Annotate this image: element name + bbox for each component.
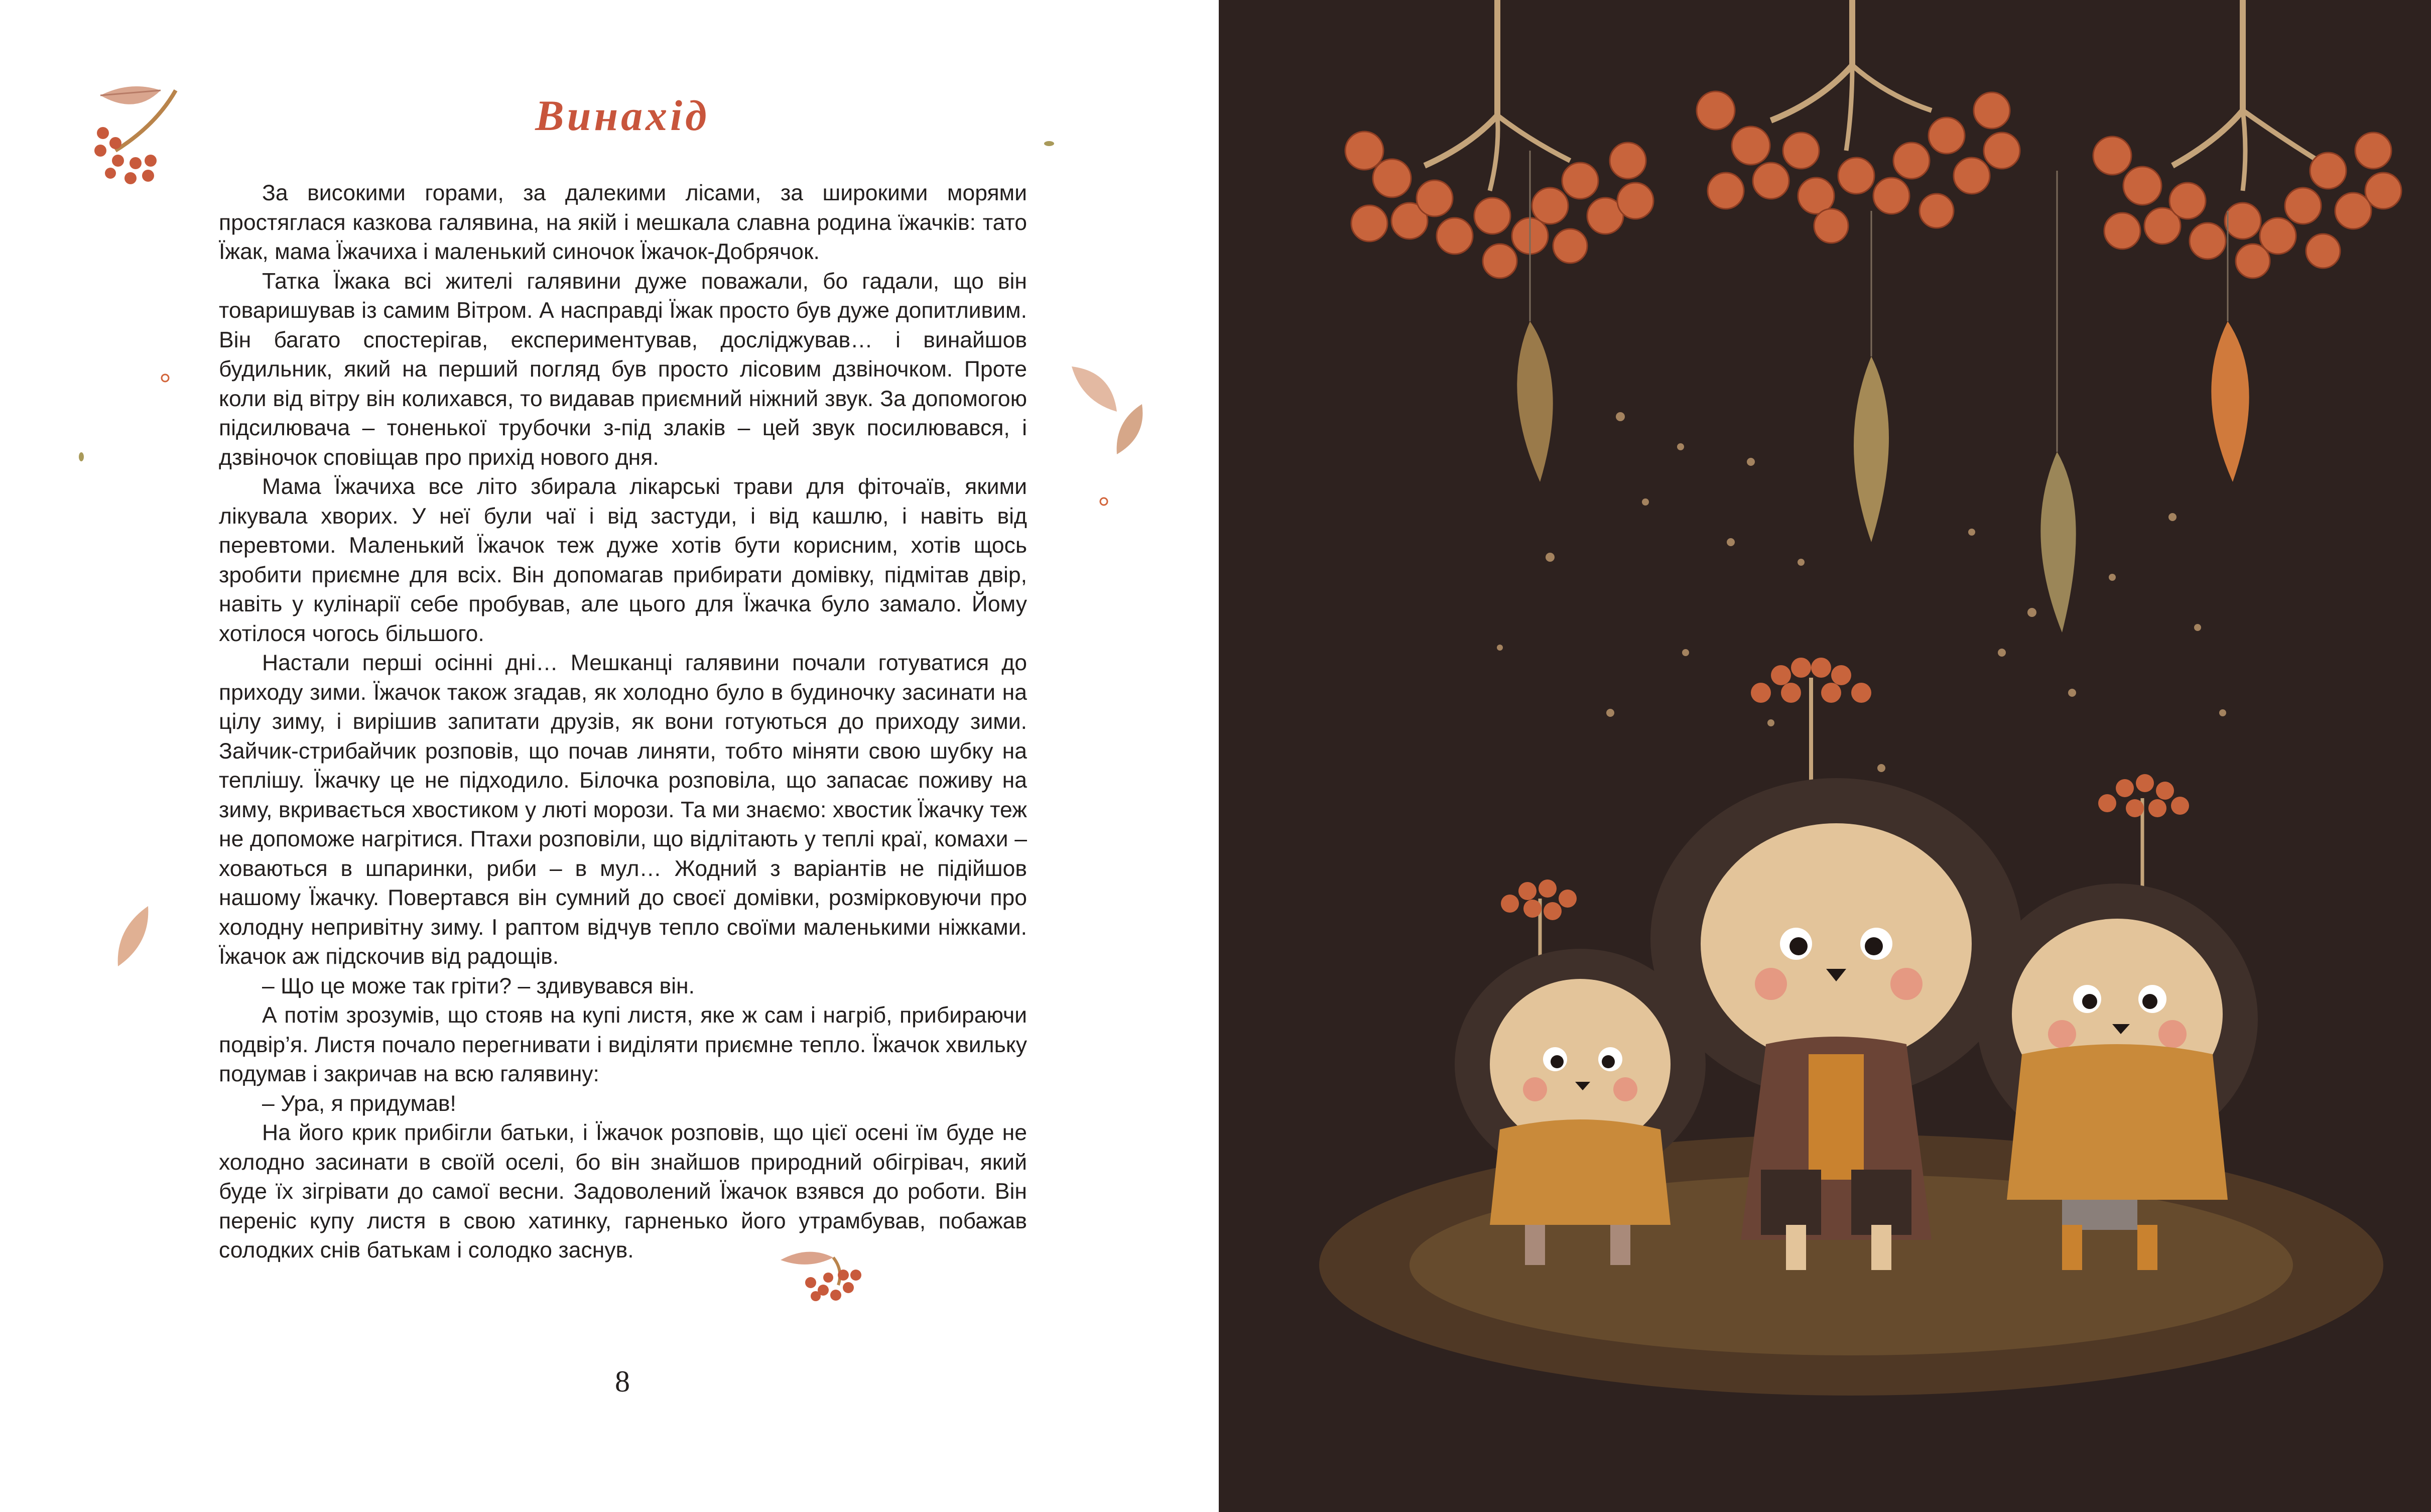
hanging-rowan-branch-middle — [1771, 0, 1932, 151]
seed-icon — [1043, 140, 1055, 148]
paragraph: За високими горами, за далекими лісами, за широкими морями простяглася казкова галявина, на якій і мешкала славна родина їжачків: тато Їжак, мама Їжачиха і маленький синочок Їжачок-Добрячок. — [219, 181, 1027, 264]
paragraph: Настали перші осінні дні… Мешканці галявини почали готуватися до приходу зими. Їжачок також згадав, як холодно було в будиночку засинати на цілу зиму, і вирішив запитати друзів, як вони готуються до приходу зими. Зайчик-стрибайчик розповів, що почав линяти, тобто міняти свою шубку на теплішу. Їжачку це не підходило. Білочка розповіла, що запасає поживу на зиму, вкривається хвостиком у люті морози. Та ми знаємо: хвостик Їжачку теж не допоможе нагрітися. Птахи розповіли, що відлітають у теплі краї, комахи – ховаються в шпаринки, риби – в мул… Жодний з варіантів не підійшов нашому Їжачку. Повертався він сумний до своєї домівки, розмірковуючи про холодну непривітну зиму. І раптом відчув тепло своїми маленькими ніжками. Їжачок аж підскочив від радощів. — [219, 651, 1027, 969]
paragraph: На його крик прибігли батьки, і Їжачок розповів, що цієї осені їм буде не холодно засинати в своїй оселі, бо він знайшов природний обігрівач, який буде їх зігрівати до самої весни. Задоволений Їжачок взявся до роботи. Він переніс купу листя в свою хатинку, гарненько його утрамбував, побажав солодких снів батькам і солодко заснув. — [219, 1120, 1027, 1263]
page-title: Винахід — [535, 91, 710, 140]
story-text — [219, 179, 1027, 1266]
hedgehog-family-illustration — [1219, 0, 2431, 1512]
leaf-icon — [113, 904, 153, 969]
paragraph: Татка Їжака всі жителі галявини дуже поважали, бо гадали, що він товаришував із самим Вітром. А насправді Їжак просто був дуже допитливим. Він багато спостерігав, експериментував, досліджував… і винайшов будильник, який на перший погляд був просто лісовим дзвіночком. Проте коли від вітру він колихався, то видавав приємний ніжний звук. За допомогою підсилювача – тоненької трубочки з-під злаків – цей звук посилювався, і дзвіночок сповіщав про прихід нового дня. — [219, 269, 1027, 470]
page-number: 8 — [615, 1365, 630, 1398]
leaf-icon — [1112, 402, 1147, 457]
paragraph: А потім зрозумів, що стояв на купі листя, яке ж сам і нагріб, прибираючи подвір’я. Листя почало перегнивати і виділяти приємне тепло. Їжачок хвильку подумав і закричав на всю галявину: — [219, 1003, 1027, 1086]
hanging-rowan-branch-right — [2172, 0, 2318, 191]
berry-dot-icon — [1098, 496, 1109, 507]
paragraph: – Що це може так гріти? – здивувався він. — [262, 973, 695, 998]
paragraph: Мама Їжачиха все літо збирала лікарські трави для фіточаїв, якими лікувала хворих. У неї були чаї і від застуди, і від кашлю, і навіть від перевтоми. Маленький Їжачок теж дуже хотів бути корисним, хотів щось зробити приємне для всіх. Він допомагав прибирати домівку, підмітав двір, навіть у кулінарії себе пробував, але цього для Їжачка було замало. Йому хотілося чогось більшого. — [219, 474, 1027, 646]
illustration-page — [1219, 0, 2431, 1512]
rowan-berry-branch-icon — [773, 1240, 868, 1305]
seed-icon — [75, 451, 87, 463]
paragraph: – Ура, я придумав! — [262, 1091, 456, 1116]
hanging-rowan-branch-left — [1425, 0, 1570, 191]
little-hedgehog-right — [1977, 774, 2258, 1270]
berry-dot-icon — [160, 372, 171, 384]
